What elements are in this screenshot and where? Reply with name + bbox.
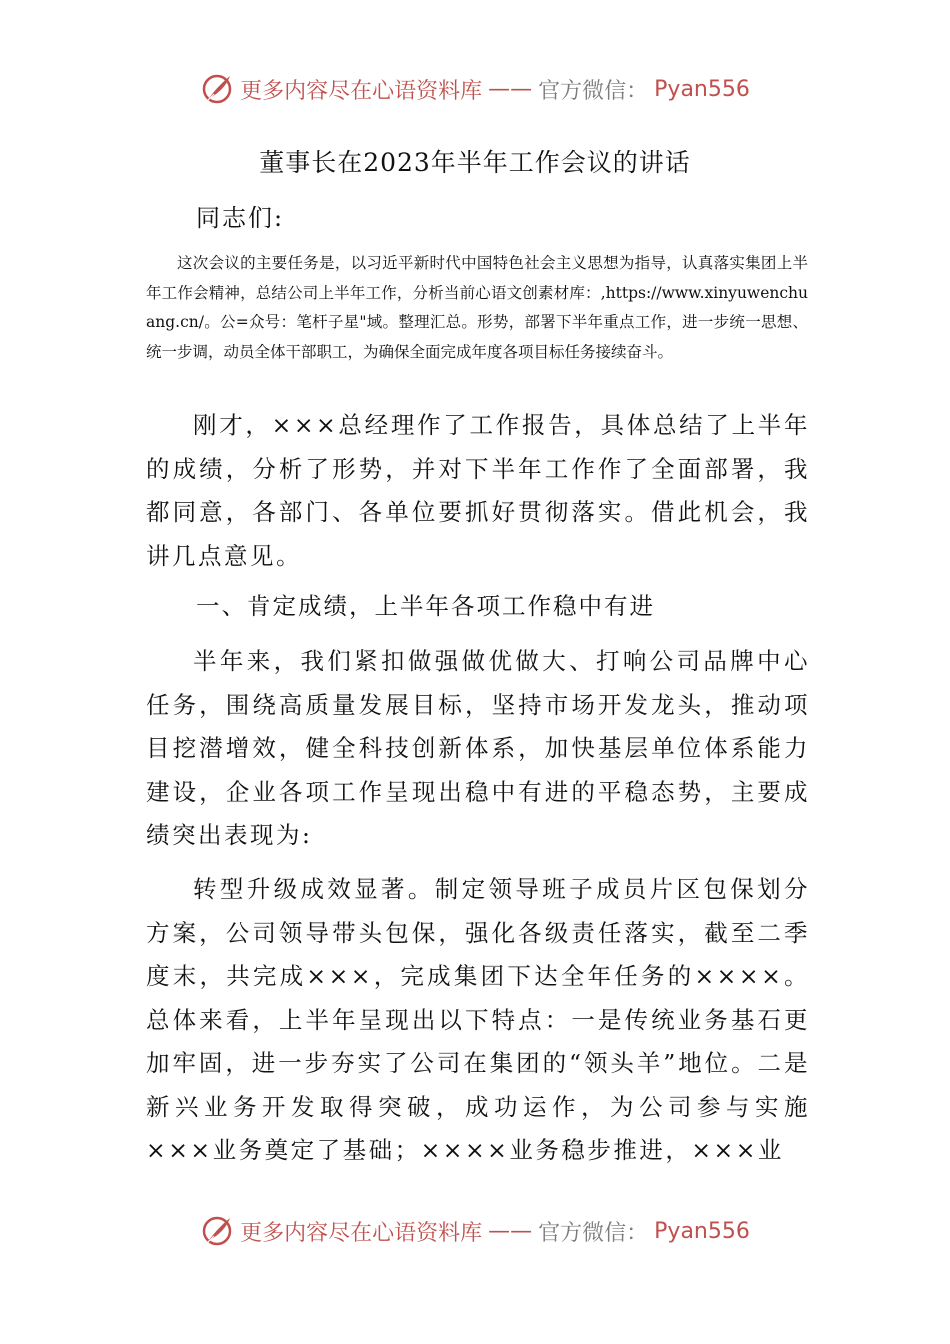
watermark-main-text: 更多内容尽在心语资料库 — [240, 1220, 483, 1246]
paragraph-half-year-summary: 半年来，我们紧扣做强做优做大、打响公司品牌中心任务，围绕高质量发展目标，坚持市场开发龙头，推动项目挖潜增效，健全科技创新体系，加快基层单位体系能力建设，企业各项工作呈现出稳中有进的平稳态势，主要成绩突出表现为: — [146, 647, 810, 849]
paragraph-transformation-results: 转型升级成效显著。制定领导班子成员片区包保划分方案，公司领导带头包保，强化各级责任落实，截至二季度末，共完成×××，完成集团下达全年任务的××××。总体来看，上半年呈现出以下特点：一是传统业务基石更加牢固，进一步夯实了公司在集团的“领头羊”地位。二是新兴业务开发取得突破，成功运作，为公司参与实施×××业务奠定了基础；××××业务稳步推进，×××业 — [146, 875, 810, 1164]
watermark-dash: —— — [488, 76, 533, 102]
watermark-footer — [0, 1214, 950, 1248]
watermark-wechat-label: 官方微信： — [538, 78, 649, 104]
watermark-dash: —— — [488, 1218, 533, 1244]
quill-logo-icon — [200, 1214, 234, 1248]
salutation: 同志们: — [196, 204, 285, 232]
intro-paragraph: 这次会议的主要任务是，以习近平新时代中国特色社会主义思想为指导，认真落实集团上半年工作会精神，总结公司上半年工作，分析当前心语文创素材库：,https://www.xinyuwenchuang.cn/。公=众号：笔杆子星"域。整理汇总。形势，部署下半年重点工作，进一步统一思想、统一步调，动员全体干部职工，为确保全面完成年度各项目标任务接续奋斗。 — [146, 254, 808, 361]
watermark-header — [0, 72, 950, 106]
section-heading-1: 一、肯定成绩，上半年各项工作稳中有进 — [196, 592, 655, 620]
watermark-wechat-id: Pyan556 — [654, 1218, 750, 1244]
watermark-main-text: 更多内容尽在心语资料库 — [240, 78, 483, 104]
watermark-wechat-label: 官方微信： — [538, 1220, 649, 1246]
document-title: 董事长在2023年半年工作会议的讲话 — [259, 148, 691, 177]
watermark-wechat-id: Pyan556 — [654, 76, 750, 102]
paragraph-report-remarks: 刚才，×××总经理作了工作报告，具体总结了上半年的成绩，分析了形势，并对下半年工作作了全面部署，我都同意，各部门、各单位要抓好贯彻落实。借此机会，我讲几点意见。 — [146, 411, 810, 570]
quill-logo-icon — [200, 72, 234, 106]
